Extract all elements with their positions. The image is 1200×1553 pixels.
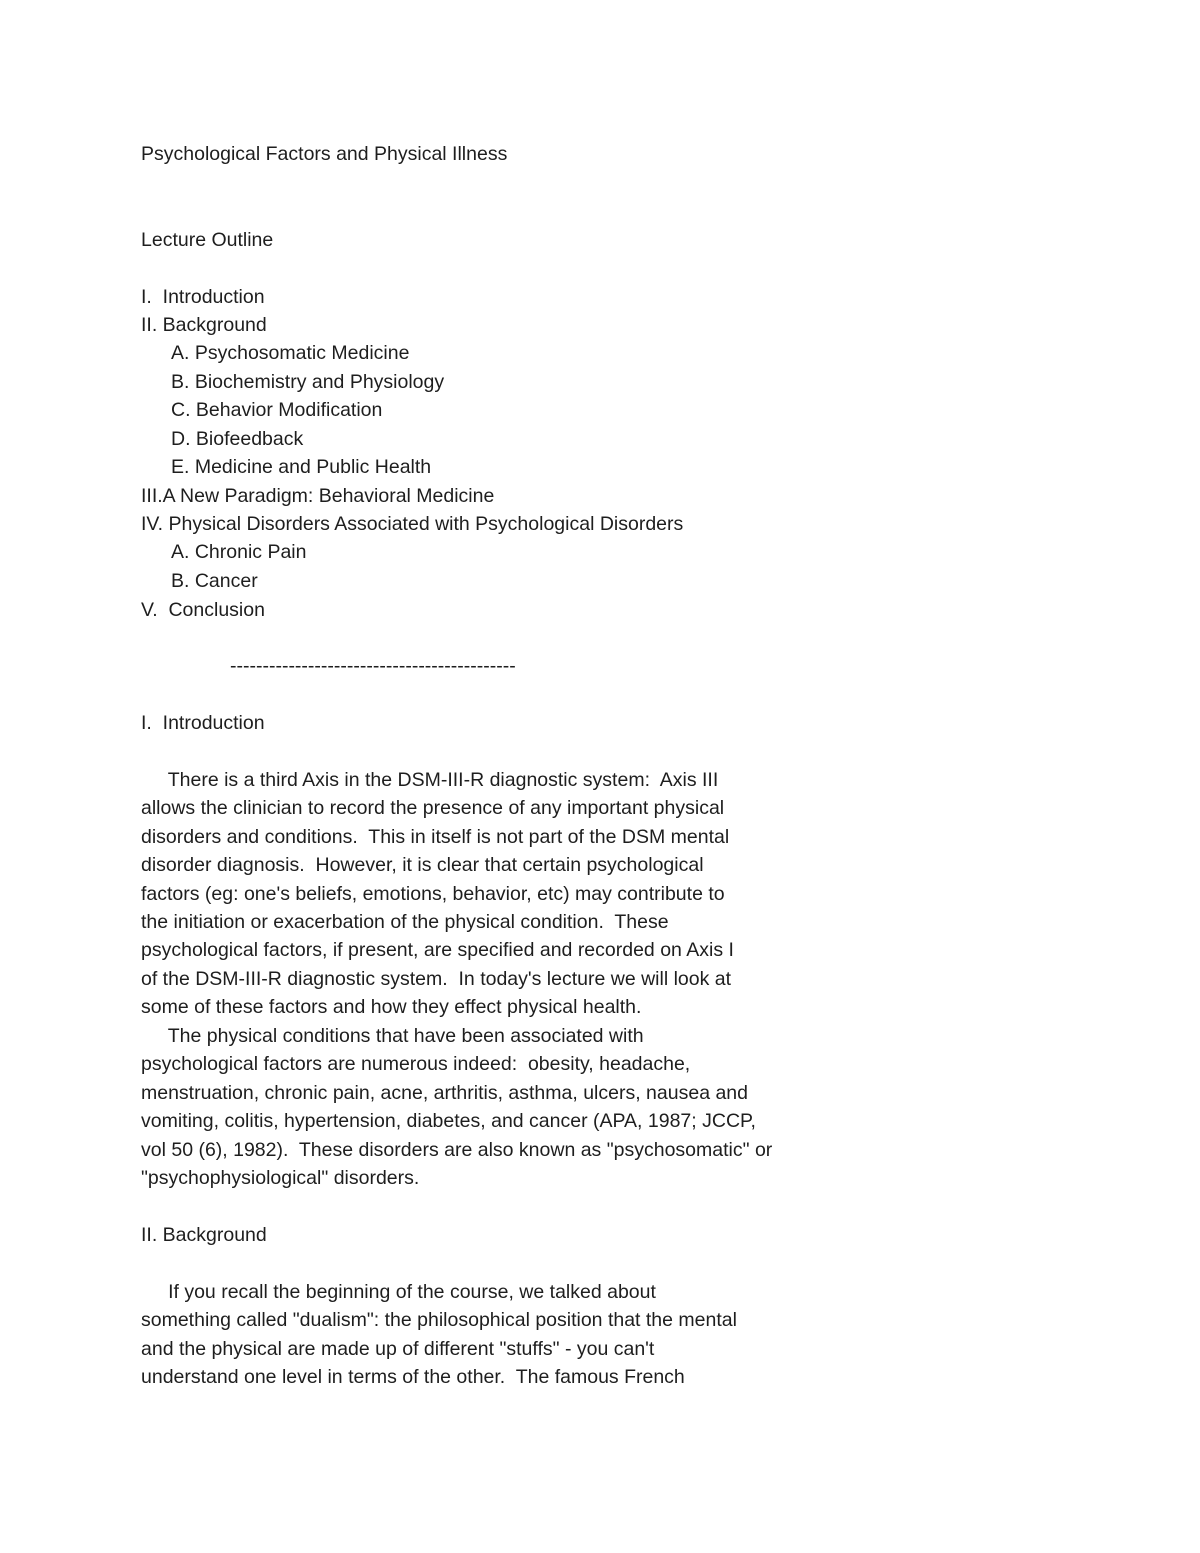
paragraph-line: There is a third Axis in the DSM-III-R diagnostic system: Axis III — [141, 769, 719, 791]
paragraph-line: understand one level in terms of the other. The famous French — [141, 1366, 685, 1389]
outline-item: I. Introduction — [141, 286, 265, 308]
outline-subitem: C. Behavior Modification — [171, 399, 383, 421]
paragraph-line: If you recall the beginning of the course, we talked about — [141, 1281, 656, 1303]
paragraph-line: menstruation, chronic pain, acne, arthritis, asthma, ulcers, nausea and — [141, 1081, 748, 1104]
section-heading-introduction: I. Introduction — [141, 712, 265, 734]
introduction-paragraph-2 — [141, 1022, 861, 1192]
introduction-paragraph-1 — [141, 766, 861, 1022]
paragraph-line: disorders and conditions. This in itself is not part of the DSM mental — [141, 825, 730, 848]
outline-subitem: D. Biofeedback — [171, 428, 304, 450]
paragraph-line: disorder diagnosis. However, it is clear that certain psychological — [141, 854, 704, 877]
outline-heading: Lecture Outline — [141, 229, 274, 251]
paragraph-line: vomiting, colitis, hypertension, diabetes, and cancer (APA, 1987; JCCP, — [141, 1110, 756, 1133]
paragraph-line: psychological factors, if present, are specified and recorded on Axis I — [141, 939, 734, 962]
outline-item: II. Background — [141, 314, 267, 336]
section-heading-background: II. Background — [141, 1224, 267, 1246]
section-divider: -------------------------------------------- — [230, 655, 516, 677]
paragraph-line: psychological factors are numerous indeed: obesity, headache, — [141, 1053, 691, 1076]
paragraph-line: vol 50 (6), 1982). These disorders are also known as "psychosomatic" or — [141, 1138, 773, 1161]
outline-subitem: B. Cancer — [171, 570, 258, 592]
paragraph-line: factors (eg: one's beliefs, emotions, behavior, etc) may contribute to — [141, 882, 725, 905]
paragraph-line: the initiation or exacerbation of the physical condition. These — [141, 910, 669, 933]
paragraph-line: something called "dualism": the philosophical position that the mental — [141, 1309, 737, 1332]
outline-item: IV. Physical Disorders Associated with Psychological Disorders — [141, 513, 684, 535]
background-paragraph-1 — [141, 1278, 861, 1392]
outline-subitem: E. Medicine and Public Health — [171, 456, 432, 478]
paragraph-line: and the physical are made up of different "stuffs" - you can't — [141, 1337, 655, 1360]
outline-subitem: A. Chronic Pain — [171, 541, 307, 563]
outline-subitem: B. Biochemistry and Physiology — [171, 371, 445, 393]
outline-item: III.A New Paradigm: Behavioral Medicine — [141, 485, 495, 507]
outline-subitem: A. Psychosomatic Medicine — [171, 342, 410, 364]
paragraph-line: of the DSM-III-R diagnostic system. In today's lecture we will look at — [141, 967, 732, 990]
document-title: Psychological Factors and Physical Illness — [141, 143, 508, 165]
paragraph-line: some of these factors and how they effect physical health. — [141, 996, 642, 1019]
paragraph-line: allows the clinician to record the presence of any important physical — [141, 797, 725, 820]
outline-item: V. Conclusion — [141, 599, 265, 621]
paragraph-line: "psychophysiological" disorders. — [141, 1166, 420, 1189]
paragraph-line: The physical conditions that have been associated with — [141, 1025, 644, 1047]
